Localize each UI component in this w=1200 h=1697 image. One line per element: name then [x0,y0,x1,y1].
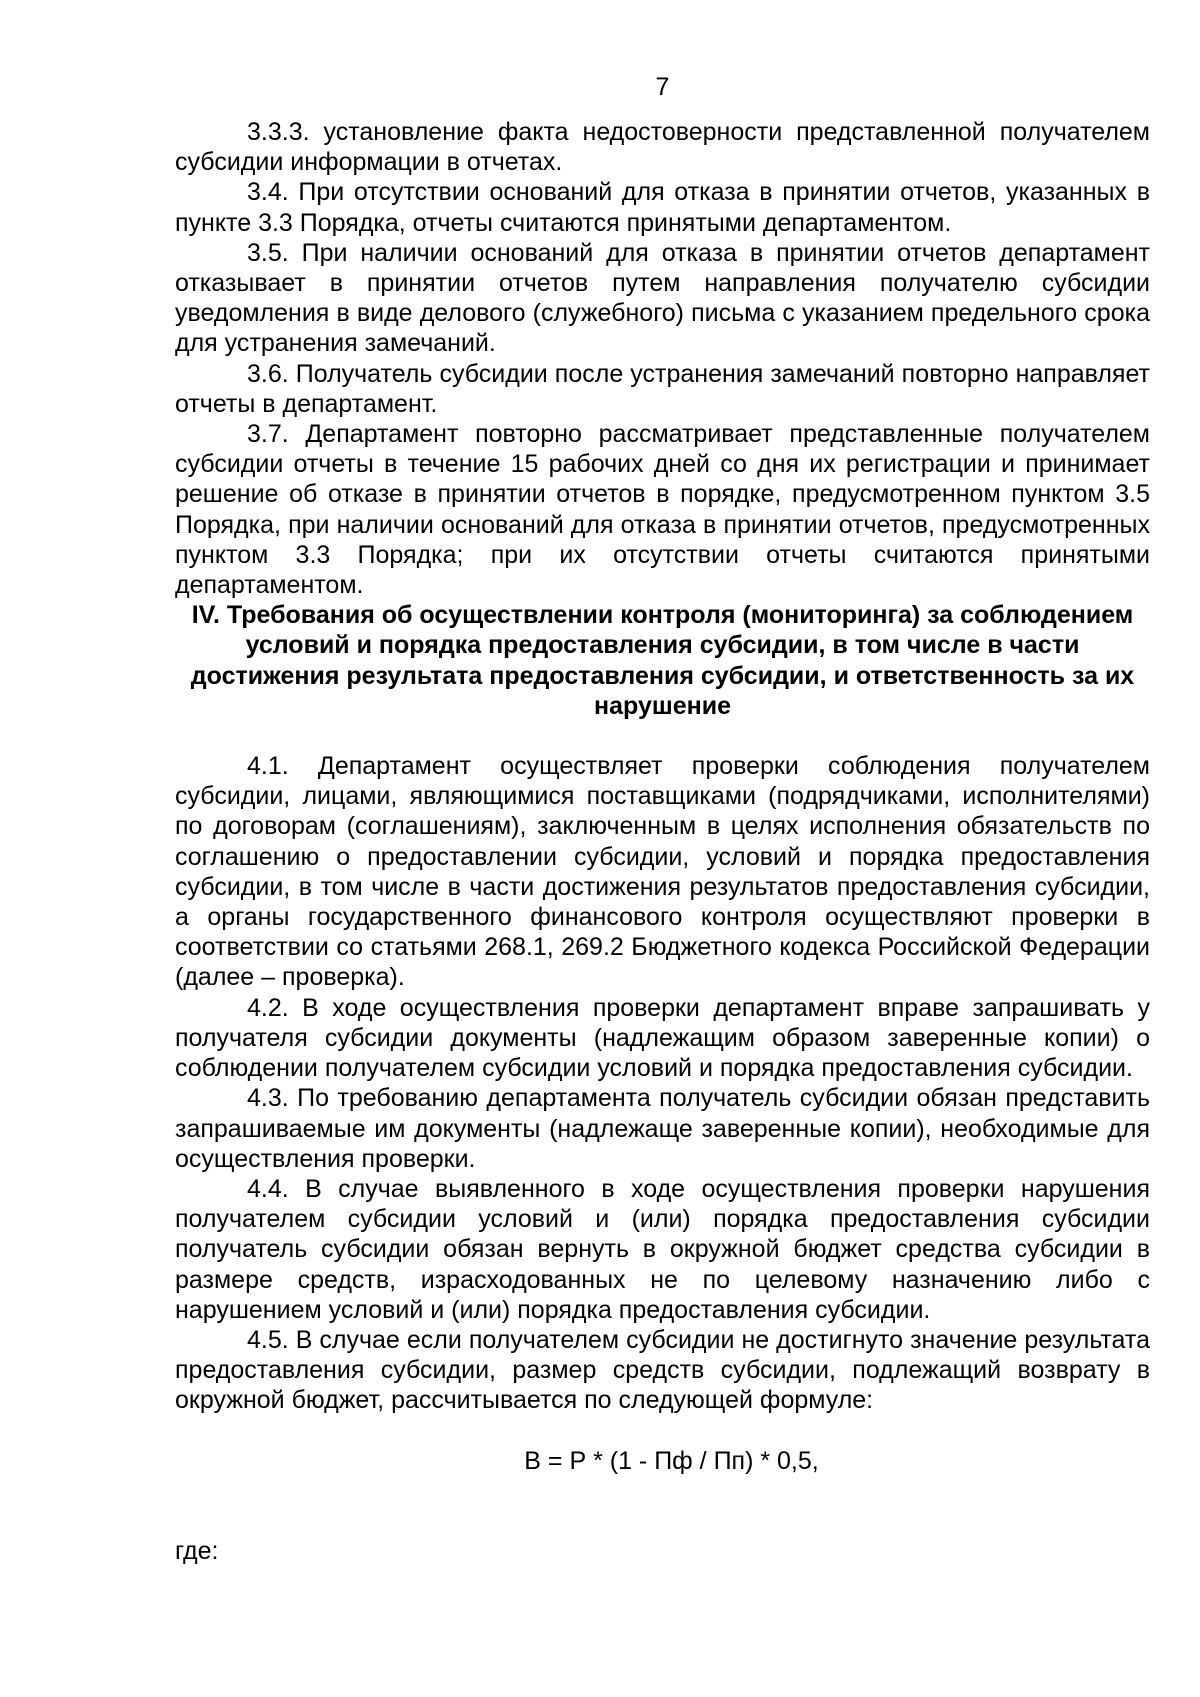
paragraph-4-3: 4.3. По требованию департамента получатель субсидии обязан представить запрашиваемые им документы (надлежаще заверенные копии), необходимые для осуществления проверки. [175,1084,1150,1173]
page-number: 7 [655,73,670,101]
spacer [175,1416,1150,1446]
paragraph-3-4: 3.4. При отсутствии оснований для отказа в принятии отчетов, указанных в пункте 3.3 Порядка, отчеты считаются принятыми департаментом. [175,178,1150,237]
where-label: где: [175,1536,219,1565]
paragraph-3-6: 3.6. Получатель субсидии после устранения замечаний повторно направляет отчеты в департамент. [175,359,1150,418]
paragraph-3-5: 3.5. При наличии оснований для отказа в принятии отчетов департамент отказывает в принятии отчетов путем направления получателю субсидии уведомления в виде делового (служебного) письма с указанием предельного срока для устранения замечаний. [175,238,1150,358]
spacer [175,1506,1150,1536]
paragraph-4-5: 4.5. В случае если получателем субсидии не достигнуто значение результата предоставления субсидии, размер средств субсидии, подлежащий возврату в окружной бюджет, рассчитывается по следующей формуле: [175,1325,1150,1415]
paragraph-3-3-3: 3.3.3. установление факта недостоверности представленной получателем субсидии информации в отчетах. [175,118,1150,177]
paragraph-4-2: 4.2. В ходе осуществления проверки департамент вправе запрашивать у получателя субсидии документы (надлежащим образом заверенные копии) о соблюдении получателем субсидии условий и порядка предоставления субсидии. [175,993,1150,1083]
spacer [175,1476,1150,1506]
formula: В = Р * (1 - Пф / Пп) * 0,5, [524,1446,819,1475]
paragraph-4-1: 4.1. Департамент осуществляет проверки соблюдения получателем субсидии, лицами, являющимися поставщиками (подрядчиками, исполнителями) по договорам (соглашениям), заключенным в целях исполнения обязательств по соглашению о предоставлении субсидии, условий и порядка предоставления субсидии, в том числе в части достижения результатов предоставления субсидии, а органы государственного финансового контроля осуществляют проверки в соответствии со статьями 268.1, 269.2 Бюджетного кодекса Российской Федерации (далее – проверка). [175,752,1150,992]
paragraph-4-4: 4.4. В случае выявленного в ходе осуществления проверки нарушения получателем субсидии условий и (или) порядка предоставления субсидии получатель субсидии обязан вернуть в окружной бюджет средства субсидии в размере средств, израсходованных не по целевому назначению либо с нарушением условий и (или) порядка предоставления субсидии. [175,1174,1150,1324]
document-body [175,117,1150,1566]
section-heading: IV. Требования об осуществлении контроля (мониторинга) за соблюдением условий и порядка предоставления субсидии, в том числе в части достижения результата предоставления субсидии, и ответственность за их нарушение [190,601,1135,720]
paragraph-3-7: 3.7. Департамент повторно рассматривает представленные получателем субсидии отчеты в течение 15 рабочих дней со дня их регистрации и принимает решение об отказе в принятии отчетов в порядке, предусмотренном пунктом 3.5 Порядка, при наличии оснований для отказа в принятии отчетов, предусмотренных пунктом 3.3 Порядка; при их отсутствии отчеты считаются принятыми департаментом. [175,420,1150,600]
spacer [175,721,1150,751]
